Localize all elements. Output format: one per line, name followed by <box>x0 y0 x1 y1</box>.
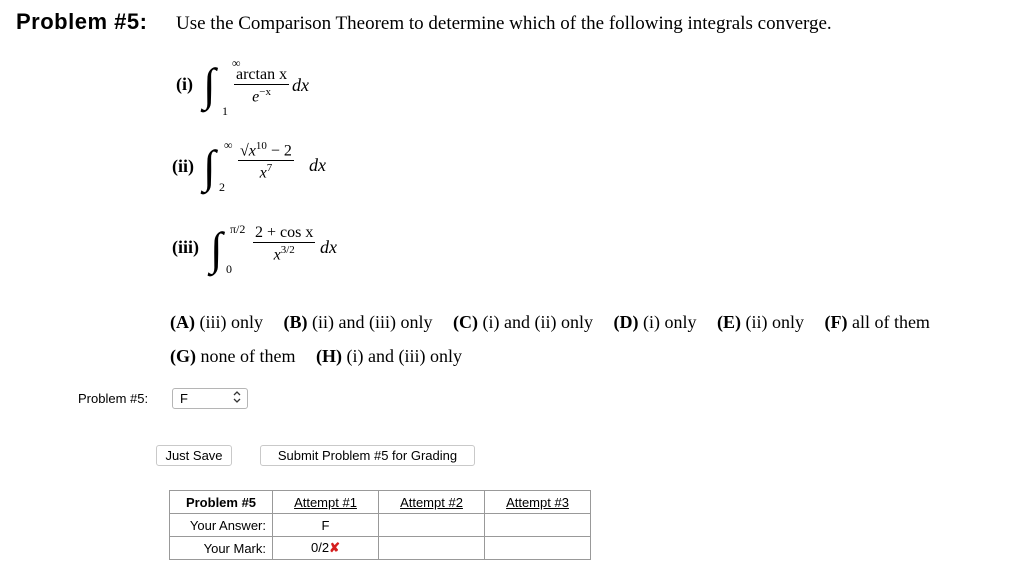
answer-select[interactable] <box>172 388 248 409</box>
attempt-2-link[interactable]: Attempt #2 <box>379 491 485 514</box>
denominator: $e^{-x}$ <box>234 84 289 106</box>
numerator: $√x^{10} - 2$ <box>240 140 292 160</box>
select-chevron-icon <box>233 390 241 411</box>
answer-label: Problem #5: <box>78 391 149 406</box>
integral-i-label: (i) <box>176 74 193 94</box>
problem-title: Problem #5: <box>16 9 148 34</box>
table-header-problem: Problem #5 <box>170 491 273 514</box>
choice-e: (E) (ii) only <box>716 312 804 332</box>
attempt-2-mark <box>379 537 485 560</box>
lower-limit: 2 <box>219 180 225 194</box>
problem-statement: Use the Comparison Theorem to determine which of the following integrals converge. <box>176 13 832 34</box>
differential: dx <box>320 237 337 257</box>
denominator: $x^{3/2}$ <box>253 242 315 264</box>
choice-g: (G) none of them <box>170 346 296 366</box>
numerator: arctan x <box>236 66 288 83</box>
your-answer-label: Your Answer: <box>170 514 273 537</box>
just-save-button[interactable]: Just Save <box>156 445 232 466</box>
attempt-2-answer <box>379 514 485 537</box>
integral-sign: ∫ <box>203 59 216 110</box>
answer-choices-line-2 <box>170 346 478 367</box>
choice-c: (C) (i) and (ii) only <box>452 312 593 332</box>
attempt-1-mark: 0/2✘ <box>273 537 379 560</box>
choice-a: (A) (iii) only <box>170 312 263 332</box>
integrand-fraction <box>234 66 289 106</box>
choice-b: (B) (ii) and (iii) only <box>283 312 433 332</box>
table-row <box>170 537 591 560</box>
numerator: 2 + cos x <box>255 224 314 241</box>
choice-d: (D) (i) only <box>613 312 697 332</box>
choice-f: (F) all of them <box>824 312 930 332</box>
differential: dx <box>309 155 326 175</box>
table-row <box>170 514 591 537</box>
differential: dx <box>292 75 309 95</box>
attempt-3-answer <box>485 514 591 537</box>
wrong-x-icon: ✘ <box>329 540 340 555</box>
attempts-table <box>169 490 591 560</box>
attempt-1-link[interactable]: Attempt #1 <box>273 491 379 514</box>
upper-limit: π/2 <box>230 222 246 236</box>
submit-for-grading-button[interactable]: Submit Problem #5 for Grading <box>260 445 475 466</box>
answer-select-value: F <box>180 391 188 406</box>
your-mark-label: Your Mark: <box>170 537 273 560</box>
attempt-3-link[interactable]: Attempt #3 <box>485 491 591 514</box>
upper-limit: ∞ <box>224 138 233 152</box>
answer-choices-line-1 <box>170 312 946 333</box>
integral-iii-label: (iii) <box>172 237 199 257</box>
integral-sign: ∫ <box>210 223 223 274</box>
upper-limit: ∞ <box>232 56 241 70</box>
lower-limit: 1 <box>222 104 228 118</box>
attempt-1-answer: F <box>273 514 379 537</box>
integral-ii-label: (ii) <box>172 156 194 176</box>
choice-h: (H) (i) and (iii) only <box>315 346 462 366</box>
integral-sign: ∫ <box>203 141 216 192</box>
attempt-3-mark <box>485 537 591 560</box>
denominator: $x^7$ <box>238 160 294 182</box>
table-row <box>170 491 591 514</box>
lower-limit: 0 <box>226 262 232 276</box>
integrand-fraction <box>253 224 315 264</box>
integrand-fraction <box>238 140 294 183</box>
